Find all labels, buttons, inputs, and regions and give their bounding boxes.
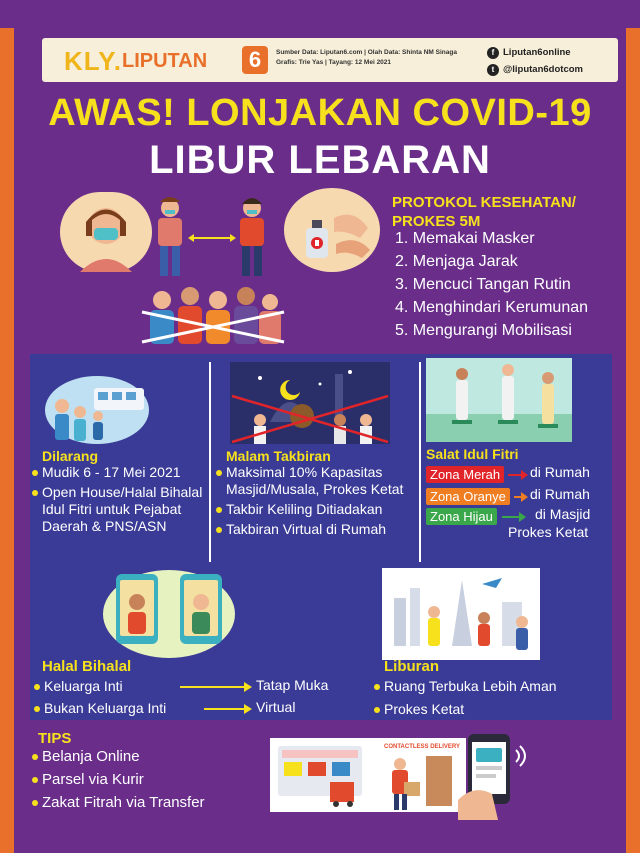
zona-oranye-arrow	[514, 496, 526, 498]
zona-hijau-result: di Masjid	[535, 506, 591, 522]
tips-list	[32, 748, 272, 814]
prokes-heading	[392, 193, 576, 231]
dilarang-heading: Dilarang	[42, 448, 99, 464]
delivery-banner: CONTACTLESS DELIVERY	[384, 744, 461, 750]
prokes-heading-line1: PROTOKOL KESEHATAN/	[392, 194, 576, 211]
phone-payment-illustration	[458, 730, 530, 820]
zona-hijau-result-2: Prokes Ketat	[508, 524, 589, 540]
prokes-heading-line2: PROKES 5M	[392, 213, 481, 230]
liburan-list	[374, 678, 614, 721]
prokes-list	[395, 230, 588, 345]
takbiran-item: Maksimal 10% Kapasitas Masjid/Musala, Prokes Ketat	[216, 464, 416, 498]
halal-row	[34, 676, 364, 698]
crowd-illustration	[138, 282, 288, 344]
online-shopping-illustration	[270, 738, 376, 812]
prokes-item: 5. Mengurangi Mobilisasi	[395, 322, 572, 339]
zona-hijau-badge: Zona Hijau	[426, 508, 497, 525]
halal-row-left: Bukan Keluarga Inti	[34, 700, 166, 717]
header-bar	[42, 38, 618, 82]
divider	[419, 362, 421, 562]
takbiran-list	[216, 464, 416, 541]
prokes-item: 2. Menjaga Jarak	[395, 253, 518, 270]
tips-item: Belanja Online	[32, 748, 272, 765]
dilarang-item: Open House/Halal Bihalal Idul Fitri untuk Pejabat Daerah & PNS/ASN	[32, 484, 210, 535]
vacation-illustration	[382, 568, 540, 660]
halal-arrow	[204, 708, 250, 710]
prokes-item: 4. Menghindari Kerumunan	[395, 299, 589, 316]
halal-row	[34, 698, 364, 720]
video-call-illustration	[100, 558, 238, 660]
halal-heading: Halal Bihalal	[42, 658, 132, 675]
halal-rows	[34, 676, 364, 720]
credits-line2: Grafis: Trie Yas | Tayang: 12 Mei 2021	[276, 59, 392, 66]
top-strip	[0, 0, 640, 28]
zona-oranye-badge: Zona Oranye	[426, 488, 510, 505]
zona-merah-result: di Rumah	[530, 464, 590, 480]
credits-line1: Sumber Data: Liputan6.com | Olah Data: Shinta NM Sinaga	[276, 49, 457, 56]
delivery-illustration	[376, 738, 466, 812]
tips-heading: TIPS	[38, 730, 72, 747]
zona-oranye-result: di Rumah	[530, 486, 590, 502]
liburan-item: Prokes Ketat	[374, 701, 614, 718]
liburan-heading: Liburan	[384, 658, 439, 675]
salat-heading: Salat Idul Fitri	[426, 446, 519, 462]
dilarang-list	[32, 464, 210, 538]
credits	[276, 48, 506, 68]
mask-woman-illustration	[60, 192, 152, 272]
tips-item: Parsel via Kurir	[32, 771, 272, 788]
social-links	[487, 44, 617, 78]
halal-arrow	[180, 686, 250, 688]
halal-row-right: Tatap Muka	[256, 677, 329, 693]
takbiran-heading: Malam Takbiran	[226, 448, 331, 464]
prokes-item: 1. Memakai Masker	[395, 230, 535, 247]
dilarang-item: Mudik 6 - 17 Mei 2021	[32, 464, 210, 481]
liputan-logo: LIPUTAN	[122, 50, 208, 72]
tips-item: Zakat Fitrah via Transfer	[32, 794, 272, 811]
salat-illustration	[426, 358, 572, 442]
takbiran-illustration	[230, 362, 390, 444]
zona-merah-badge: Zona Merah	[426, 466, 504, 483]
distance-illustration	[148, 190, 278, 280]
kly-logo: KLY.	[64, 46, 122, 76]
main-title: AWAS! LONJAKAN COVID-19	[48, 92, 592, 134]
takbiran-item: Takbir Keliling Ditiadakan	[216, 501, 416, 518]
facebook-link[interactable]	[487, 44, 617, 61]
liburan-item: Ruang Terbuka Lebih Aman	[374, 678, 614, 695]
handwash-illustration	[284, 188, 380, 272]
zona-hijau-arrow	[502, 516, 524, 518]
twitter-icon: t	[487, 64, 499, 76]
facebook-icon: f	[487, 47, 499, 59]
sub-title: LIBUR LEBARAN	[149, 138, 491, 182]
mudik-illustration	[42, 366, 152, 446]
twitter-link[interactable]	[487, 61, 617, 78]
facebook-handle: Liputan6online	[503, 47, 571, 58]
liputan6-badge: 6	[242, 46, 268, 74]
halal-row-left: Keluarga Inti	[34, 678, 123, 695]
twitter-handle: @liputan6dotcom	[503, 64, 583, 75]
zona-merah-arrow	[508, 474, 526, 476]
prokes-item: 3. Mencuci Tangan Rutin	[395, 276, 571, 293]
halal-row-right: Virtual	[256, 699, 296, 715]
takbiran-item: Takbiran Virtual di Rumah	[216, 521, 416, 538]
